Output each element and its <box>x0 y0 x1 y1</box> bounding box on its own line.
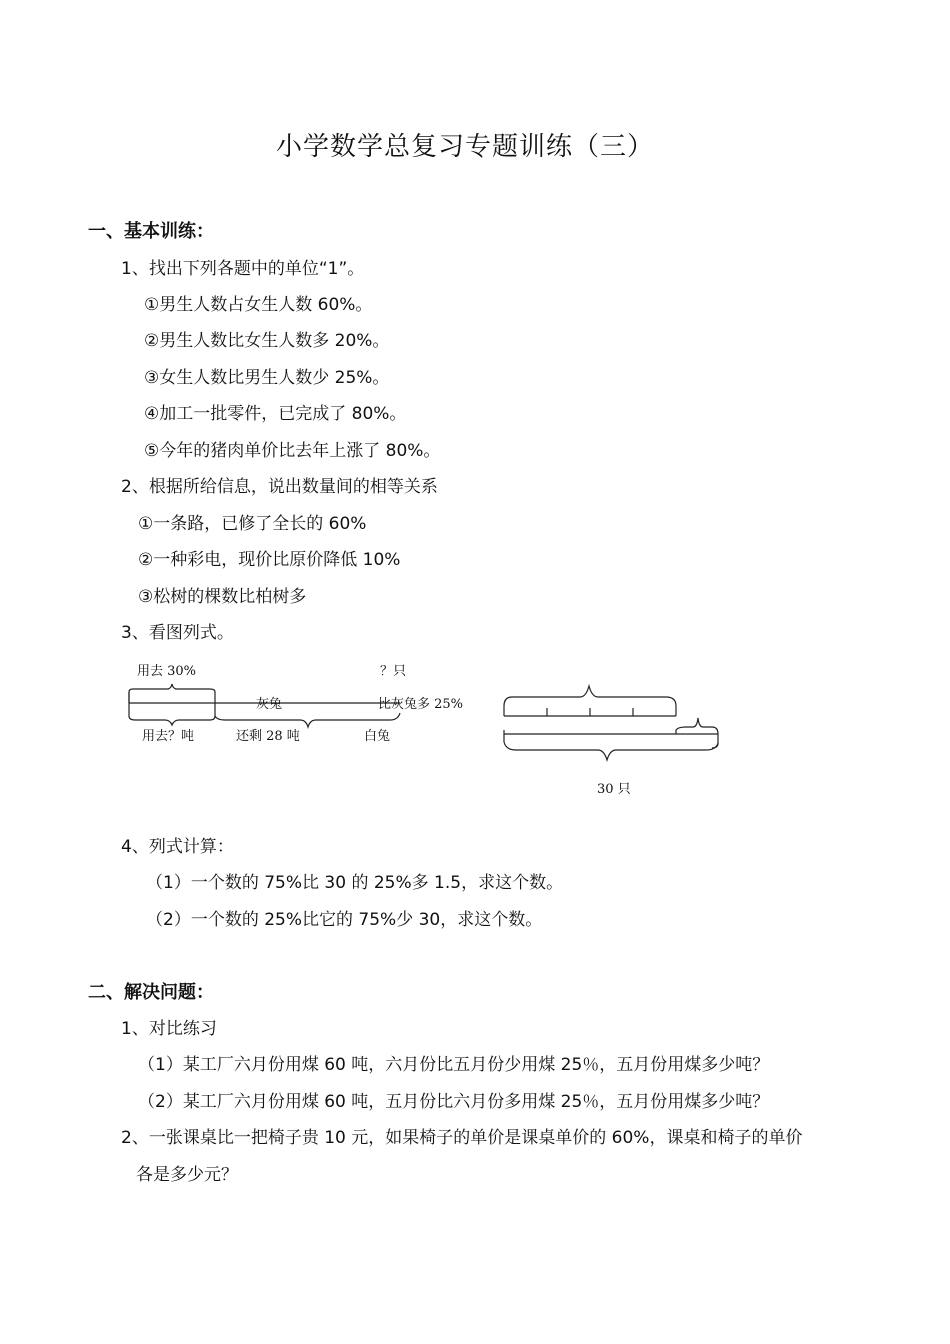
brace-top-gray <box>504 686 676 706</box>
s2-q2-line2: 各是多少元？ <box>136 1165 238 1185</box>
q1-item: ①男生人数占女生人数 60%。 <box>144 295 373 315</box>
s2-q1-item: （2）某工厂六月份用煤 60 吨，五月份比六月份多用煤 25％，五月份用煤多少吨？ <box>138 1092 770 1112</box>
d2-gray: 灰兔 <box>256 697 283 712</box>
q4-item: （2）一个数的 25%比它的 75%少 30，求这个数。 <box>146 910 543 930</box>
d1-bottom-left: 用去？吨 <box>142 729 195 744</box>
q1-item: ③女生人数比男生人数少 25%。 <box>144 368 390 388</box>
section2-heading: 二、解决问题： <box>88 982 214 1003</box>
s2-q2-line1: 2、一张课桌比一把椅子贵 10 元，如果椅子的单价是课桌单价的 60%，课桌和椅子的单价 <box>121 1128 803 1148</box>
q2-item: ③松树的棵数比柏树多 <box>138 587 307 607</box>
q1-item: ⑤今年的猪肉单价比去年上涨了 80%。 <box>144 441 441 461</box>
brace-bottom-total <box>504 742 718 760</box>
q1-item: ②男生人数比女生人数多 20%。 <box>144 331 390 351</box>
q3-label: 3、看图列式。 <box>121 623 234 643</box>
q2-item: ②一种彩电，现价比原价降低 10% <box>138 550 401 570</box>
d2-more: 比灰兔多 25% <box>378 697 464 712</box>
brace-small-more <box>676 718 718 748</box>
section1-heading: 一、基本训练： <box>88 221 214 242</box>
q2-item: ①一条路，已修了全长的 60% <box>138 514 367 534</box>
s2-q1-label: 1、对比练习 <box>121 1019 217 1039</box>
q1-label: 1、找出下列各题中的单位“1”。 <box>121 259 365 279</box>
d2-bottom: 30 只 <box>597 782 631 797</box>
d2-white: 白兔 <box>364 729 391 744</box>
brace-top-used <box>129 684 215 703</box>
d2-top: ？只 <box>380 664 407 679</box>
d1-top-left: 用去 30% <box>137 664 197 679</box>
brace-bottom-used <box>129 716 215 725</box>
q4-label: 4、列式计算： <box>121 837 234 857</box>
q1-item: ④加工一批零件，已完成了 80%。 <box>144 404 407 424</box>
q4-item: （1）一个数的 75%比 30 的 25%多 1.5，求这个数。 <box>146 873 564 893</box>
s2-q1-item: （1）某工厂六月份用煤 60 吨，六月份比五月份少用煤 25％，五月份用煤多少吨？ <box>138 1055 770 1075</box>
page-title: 小学数学总复习专题训练（三） <box>276 132 655 162</box>
q2-label: 2、根据所给信息，说出数量间的相等关系 <box>121 477 438 497</box>
d1-bottom-mid: 还剩 28 吨 <box>236 729 300 744</box>
diagram2-figure <box>504 686 718 760</box>
